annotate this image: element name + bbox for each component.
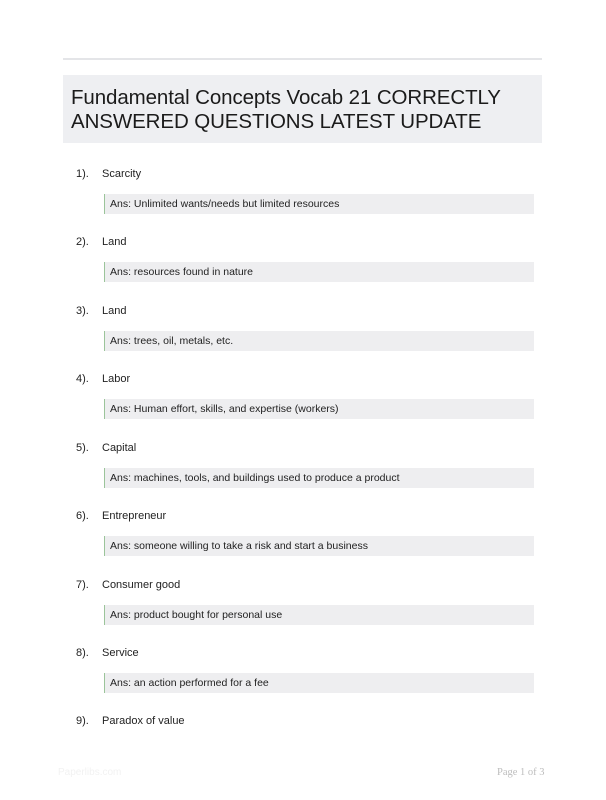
question-term: Capital [102, 442, 137, 454]
question-number: 7). [76, 579, 89, 591]
document-title-line-1: Fundamental Concepts Vocab 21 CORRECTLY [71, 86, 501, 109]
answer-box: Ans: machines, tools, and buildings used to produce a product [104, 468, 534, 488]
question-term: Land [102, 305, 127, 317]
page-indicator: Page 1 of 3 [497, 767, 545, 778]
answer-box: Ans: someone willing to take a risk and start a business [104, 536, 534, 556]
answer-box: Ans: Human effort, skills, and expertise (workers) [104, 399, 534, 419]
question-number: 5). [76, 442, 89, 454]
answer-box: Ans: resources found in nature [104, 262, 534, 282]
question-term: Scarcity [102, 168, 142, 180]
question-number: 6). [76, 510, 89, 522]
question-term: Labor [102, 373, 131, 385]
question-term: Consumer good [102, 579, 181, 591]
question-term: Service [102, 647, 139, 659]
top-divider [63, 58, 542, 60]
question-number: 1). [76, 168, 89, 180]
question-term: Land [102, 236, 127, 248]
question-term: Entrepreneur [102, 510, 167, 522]
document-title-line-2: ANSWERED QUESTIONS LATEST UPDATE [71, 110, 482, 133]
footer-watermark: Paperlibs.com [58, 767, 122, 778]
question-number: 4). [76, 373, 89, 385]
answer-box: Ans: an action performed for a fee [104, 673, 534, 693]
answer-box: Ans: Unlimited wants/needs but limited resources [104, 194, 534, 214]
question-number: 2). [76, 236, 89, 248]
question-number: 3). [76, 305, 89, 317]
question-number: 8). [76, 647, 89, 659]
question-term: Paradox of value [102, 715, 185, 727]
title-banner [63, 75, 542, 143]
answer-box: Ans: trees, oil, metals, etc. [104, 331, 534, 351]
answer-box: Ans: product bought for personal use [104, 605, 534, 625]
question-number: 9). [76, 715, 89, 727]
